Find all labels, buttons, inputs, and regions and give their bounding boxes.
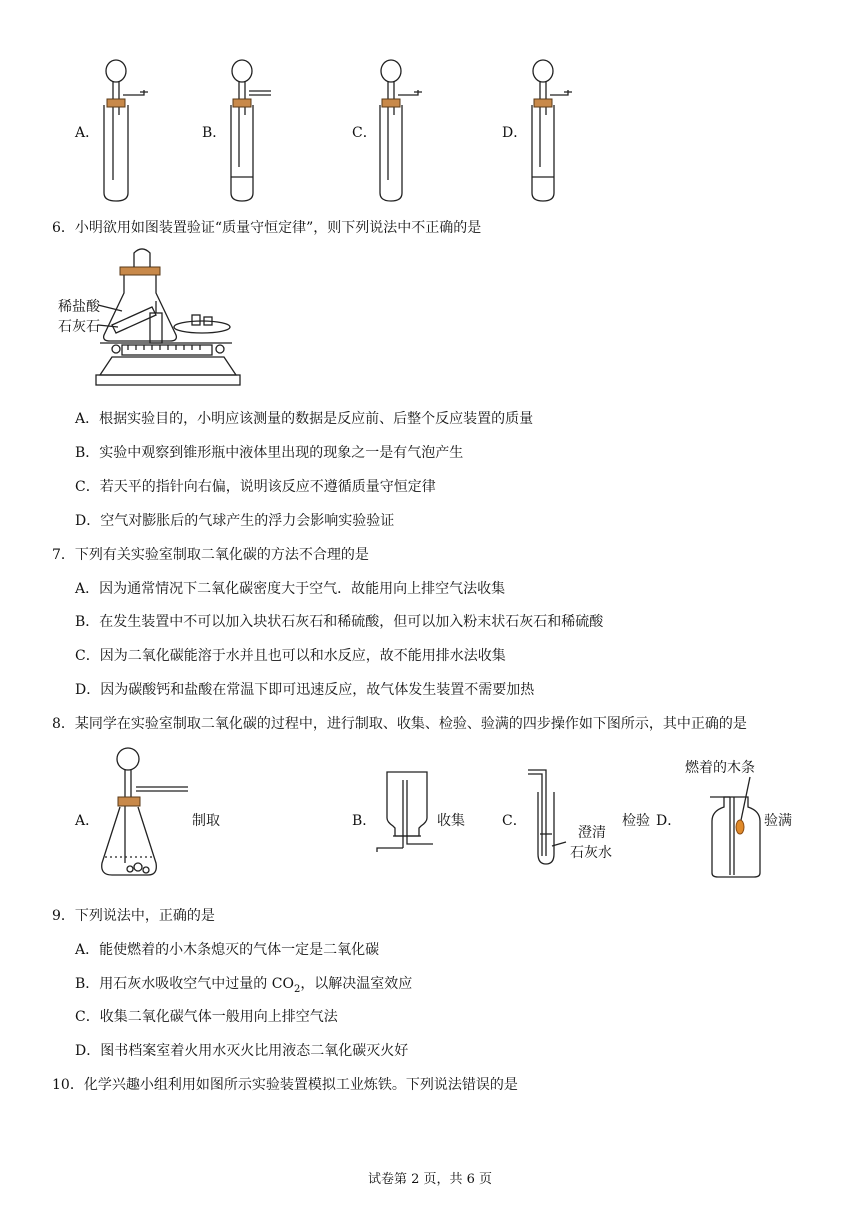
q6-option-c: C．若天平的指针向右偏，说明该反应不遵循质量守恒定律	[75, 479, 436, 495]
q9-option-d: D．图书档案室着火用水灭火比用液态二氧化碳灭火好	[75, 1043, 409, 1059]
gas-bottle-with-burning-stick	[700, 775, 770, 880]
label-clear: 澄清	[578, 825, 606, 841]
q8-option-d-caption: 验满	[764, 813, 792, 829]
q9-option-b: B．用石灰水吸收空气中过量的 $CO_2$，以解决温室效应	[75, 976, 413, 995]
q7-option-b: B．在发生装置中不可以加入块状石灰石和稀硫酸，但可以加入粉末状石灰石和稀硫酸	[75, 614, 604, 630]
label-burning-stick: 燃着的木条	[685, 760, 755, 776]
q8-option-a-letter: A．	[75, 813, 100, 829]
q8-option-c-letter: C．	[502, 813, 527, 829]
q6-option-a: A．根据实验目的，小明应该测量的数据是反应前、后整个反应装置的质量	[75, 411, 534, 427]
q8-option-b-letter: B．	[352, 813, 377, 829]
test-tube-apparatus-a	[96, 55, 156, 205]
test-tube-apparatus-d	[524, 55, 584, 205]
label-limestone: 石灰石	[58, 319, 100, 335]
gas-collection-bottle	[375, 770, 435, 865]
option-letter: D．	[502, 125, 528, 141]
q8-option-a-caption: 制取	[192, 813, 220, 829]
q6-stem: 6．小明欲用如图装置验证“质量守恒定律”，则下列说法中不正确的是	[52, 220, 482, 236]
q8-option-c-caption: 检验	[622, 813, 650, 829]
q8-option-b-caption: 收集	[437, 813, 465, 829]
label-limewater: 石灰水	[570, 845, 612, 861]
co2-generation-apparatus	[100, 745, 190, 885]
label-dilute-hcl: 稀盐酸	[58, 299, 100, 315]
q7-option-a: A．因为通常情况下二氧化碳密度大于空气．故能用向上排空气法收集	[75, 581, 506, 597]
q8-option-d-letter: D．	[656, 813, 682, 829]
q7-option-d: D．因为碳酸钙和盐酸在常温下即可迅速反应，故气体发生装置不需要加热	[75, 682, 535, 698]
q7-option-c: C．因为二氧化碳能溶于水并且也可以和水反应，故不能用排水法收集	[75, 648, 506, 664]
q9-option-c: C．收集二氧化碳气体一般用向上排空气法	[75, 1009, 338, 1025]
q9-option-a: A．能使燃着的小木条熄灭的气体一定是二氧化碳	[75, 942, 380, 958]
q8-stem: 8．某同学在实验室制取二氧化碳的过程中，进行制取、收集、检验、验满的四步操作如下图所示，其中正确的是	[52, 716, 747, 732]
option-letter: C．	[352, 125, 377, 141]
q9-stem: 9．下列说法中，正确的是	[52, 908, 215, 924]
limewater-test-tube	[526, 768, 576, 868]
test-tube-apparatus-c	[374, 55, 434, 205]
option-letter: B．	[202, 125, 227, 141]
q6-option-d: D．空气对膨胀后的气球产生的浮力会影响实验验证	[75, 513, 395, 529]
test-tube-apparatus-b	[225, 55, 285, 205]
q10-stem: 10．化学兴趣小组利用如图所示实验装置模拟工业炼铁。下列说法错误的是	[52, 1077, 518, 1093]
q6-option-b: B．实验中观察到锥形瓶中液体里出现的现象之一是有气泡产生	[75, 445, 464, 461]
page-footer: 试卷第 2 页，共 6 页	[367, 1172, 493, 1187]
q7-stem: 7．下列有关实验室制取二氧化碳的方法不合理的是	[52, 547, 369, 563]
option-letter: A．	[75, 125, 100, 141]
